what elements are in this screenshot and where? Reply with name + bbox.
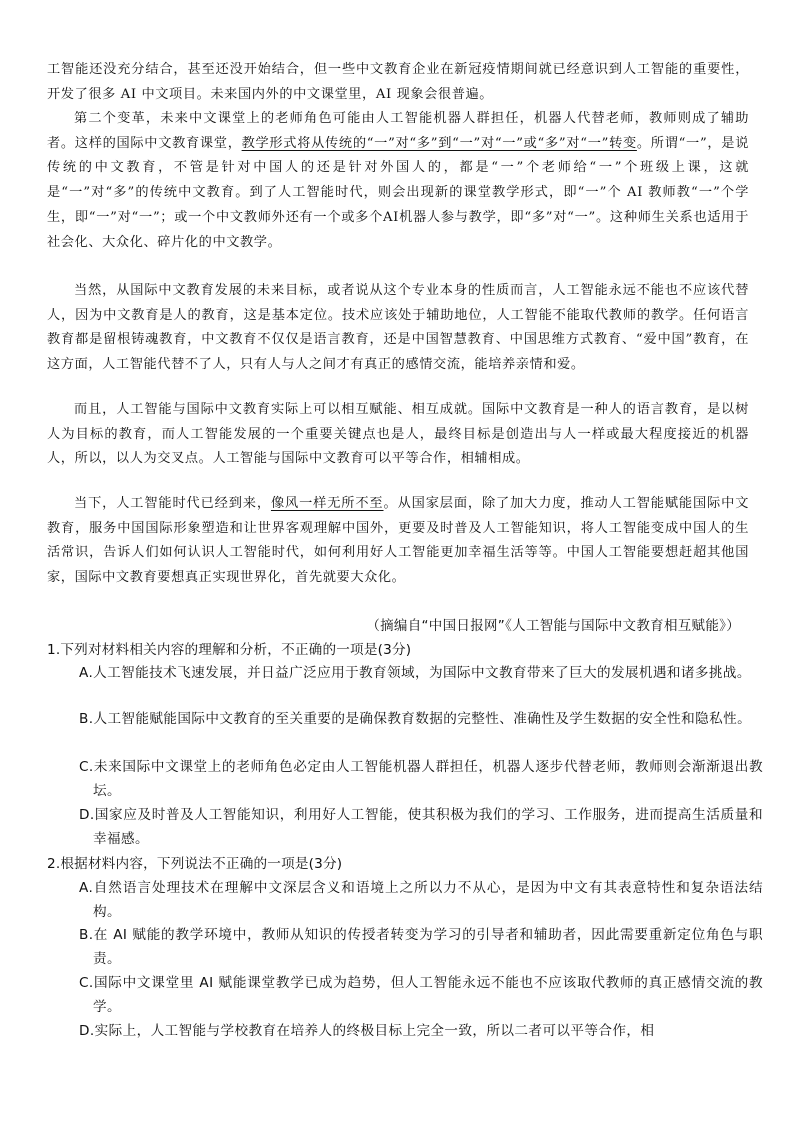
source-citation: （摘编自“中国日报网”《人工智能与国际中文教育相互赋能》） (366, 618, 740, 634)
question-1-option-a[interactable]: A.人工智能技术飞速发展，并日益广泛应用于教育领域，为国际中文教育带来了巨大的发展机遇和诸多挑战。 (79, 665, 751, 681)
question-1-stem: 1.下列对材料相关内容的理解和分析，不正确的一项是(3分) (47, 642, 412, 658)
question-1-option-c[interactable]: C.未来国际中文课堂上的老师角色必定由人工智能机器人群担任，机器人逐步代替老师，教师则会渐渐退出教坛。 (79, 759, 763, 799)
question-2-option-d[interactable]: D.实际上，人工智能与学校教育在培养人的终极目标上完全一致，所以二者可以平等合作，相 (79, 1023, 655, 1039)
passage-paragraph-4-text-b: 。从国家层面，除了加大力度，推动人工智能赋能国际中文教育，服务中国国际形象塑造和让世界客观理解中国外，更要及时普及人工智能知识，将人工智能变成中国人的生活常识，告诉人们如何认识人工智能时代，如何利用好人工智能更加幸福生活等等。中国人工智能要想赶超其他国家，国际中文教育要想真正实现世界化，首先就要大众化。 (47, 496, 749, 586)
underlined-sentence-1: 教学形式将从传统的“一”对“多”到“一”对“一”或“多”对“一”转变 (241, 135, 637, 151)
question-1-option-d[interactable]: D.国家应及时普及人工智能知识，利用好人工智能，使其积极为我们的学习、工作服务，进而提高生活质量和幸福感。 (79, 807, 763, 847)
passage-paragraph-3: 而且，人工智能与国际中文教育实际上可以相互赋能、相互成就。国际中文教育是一种人的语言教育，是以树人为目标的教育，而人工智能发展的一个重要关键点也是人，最终目标是创造出与人一样或最大程度接近的机器人，所以，以人为交叉点。人工智能与国际中文教育可以平等合作，相辅相成。 (47, 402, 749, 467)
question-2-option-a[interactable]: A.自然语言处理技术在理解中文深层含义和语境上之所以力不从心，是因为中文有其表意特性和复杂语法结构。 (79, 880, 763, 920)
underlined-sentence-2: 像风一样无所不至 (270, 496, 384, 511)
passage-paragraph-2: 当然，从国际中文教育发展的未来目标，或者说从这个专业本身的性质而言，人工智能永远不能也不应该代替人，因为中文教育是人的教育，这是基本定位。技术应该处于辅助地位，人工智能不能取代教师的教学。任何语言教育都是留根铸魂教育，中文教育不仅仅是语言教育，还是中国智慧教育、中国思维方式教育、“爱中国”教育，在这方面，人工智能代替不了人，只有人与人之间才有真正的感情交流，能培养亲情和爱。 (47, 283, 749, 373)
question-2-stem: 2.根据材料内容，下列说法不正确的一项是(3分) (47, 856, 343, 872)
question-2-option-c[interactable]: C.国际中文课堂里 AI 赋能课堂教学已成为趋势，但人工智能永远不能也不应该取代教师的真正感情交流的教学。 (79, 975, 763, 1015)
passage-paragraph-4-text-a: 当下，人工智能时代已经到来， (74, 496, 271, 511)
passage-paragraph-4 (47, 492, 749, 591)
passage-paragraph-1 (47, 107, 749, 255)
question-2-option-b[interactable]: B.在 AI 赋能的教学环境中，教师从知识的传授者转变为学习的引导者和辅助者，因此需要重新定位角色与职责。 (79, 927, 763, 967)
question-1-option-b[interactable]: B.人工智能赋能国际中文教育的至关重要的是确保教育数据的完整性、准确性及学生数据的安全性和隐私性。 (79, 711, 752, 727)
passage-paragraph-0: 工智能还没充分结合，甚至还没开始结合，但一些中文教育企业在新冠疫情期间就已经意识到人工智能的重要性，开发了很多 AI 中文项目。未来国内外的中文课堂里，AI 现象会很普遍。 (47, 62, 749, 102)
passage-paragraph-1-text-b: 。所谓“一”，是说传统的中文教育，不管是针对中国人的还是针对外国人的，都是“一”个老师给“一”个班级上课，这就是“一”对“多”的传统中文教育。到了人工智能时代，则会出现新的课堂教学形式，即“一”个 AI 教师教“一”个学生，即“一”对“一”；或一个中文教师外还有一个或多个AI机器人参与教学，即“多”对“一”。这种师生关系也适用于社会化、大众化、碎片化的中文教学。 (47, 135, 749, 250)
passage-paragraph-1-text-a: 第二个变革，未来中文课堂上的老师角色可能由人工智能机器人群担任，机器人代替老师，教师则成了辅助者。这样的国际中文教育课堂， (47, 111, 749, 151)
